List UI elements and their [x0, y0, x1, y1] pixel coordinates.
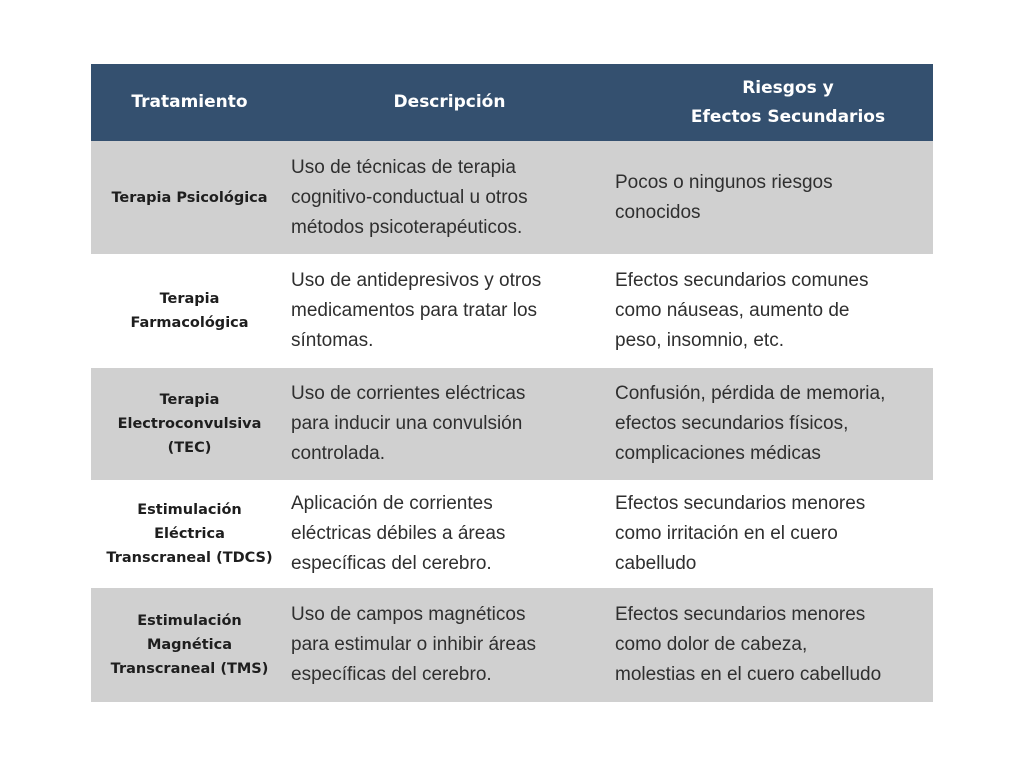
- treatments-table-container: [91, 64, 933, 702]
- treatment-cell-line: Estimulación: [137, 502, 242, 518]
- treatment-cell-line: (TEC): [167, 440, 212, 456]
- treatment-cell-line: Eléctrica: [154, 526, 225, 542]
- description-cell-line: Uso de corrientes eléctricas: [291, 383, 526, 404]
- treatment-cell-line: Terapia: [159, 392, 220, 408]
- table-row: [91, 254, 933, 368]
- risks-cell-line: Efectos secundarios menores: [615, 493, 866, 514]
- header-treatment: [91, 64, 288, 141]
- risks-cell-line: como náuseas, aumento de: [615, 300, 850, 321]
- risks-cell-line: Efectos secundarios comunes: [615, 270, 869, 291]
- header-risks: [611, 64, 933, 141]
- description-cell-line: síntomas.: [291, 330, 374, 351]
- risks-cell-line: como irritación en el cuero: [615, 523, 838, 544]
- table-row: [91, 588, 933, 702]
- treatment-cell: [91, 141, 288, 254]
- risks-cell-line: efectos secundarios físicos,: [615, 413, 849, 434]
- treatment-cell-line: Magnética: [146, 637, 233, 653]
- treatment-cell-line: Terapia Psicológica: [111, 189, 268, 206]
- description-cell-line: específicas del cerebro.: [291, 553, 492, 574]
- treatment-cell: [91, 254, 288, 368]
- risks-cell-line: Confusión, pérdida de memoria,: [615, 383, 886, 404]
- treatment-cell-line: Transcraneal (TDCS): [106, 550, 273, 566]
- description-cell: [288, 480, 611, 588]
- header-row: [91, 64, 933, 141]
- risks-cell-line: Efectos secundarios menores: [615, 604, 866, 625]
- description-cell-line: específicas del cerebro.: [291, 664, 492, 685]
- treatment-cell: [91, 588, 288, 702]
- treatments-table: [91, 64, 933, 702]
- treatment-cell: [91, 368, 288, 480]
- risks-cell: [611, 588, 933, 702]
- risks-cell-line: complicaciones médicas: [615, 443, 821, 464]
- risks-cell: [611, 141, 933, 254]
- description-cell-line: métodos psicoterapéuticos.: [291, 216, 523, 238]
- treatment-cell-line: Electroconvulsiva: [117, 416, 262, 432]
- treatment-cell-line: Farmacológica: [130, 315, 249, 331]
- description-cell: [288, 588, 611, 702]
- header-description-label: Descripción: [393, 92, 506, 112]
- table-row: [91, 480, 933, 588]
- risks-cell: [611, 368, 933, 480]
- description-cell: [288, 254, 611, 368]
- description-cell-line: medicamentos para tratar los: [291, 300, 538, 321]
- description-cell-line: eléctricas débiles a áreas: [291, 523, 506, 544]
- description-cell-line: cognitivo-conductual u otros: [291, 186, 528, 208]
- table-body: [91, 141, 933, 702]
- description-cell-line: Uso de técnicas de terapia: [291, 156, 516, 178]
- table-header: [91, 64, 933, 141]
- table-row: [91, 141, 933, 254]
- risks-cell-line: Pocos o ningunos riesgos: [615, 171, 833, 193]
- description-cell: [288, 368, 611, 480]
- header-risks-label-line1: Riesgos y: [742, 77, 834, 98]
- description-cell-line: para inducir una convulsión: [291, 413, 523, 434]
- header-treatment-label: Tratamiento: [131, 92, 248, 112]
- treatment-cell-line: Transcraneal (TMS): [110, 661, 269, 677]
- description-cell-line: Aplicación de corrientes: [291, 493, 493, 514]
- description-cell-line: Uso de campos magnéticos: [291, 604, 526, 625]
- header-risks-label-line2: Efectos Secundarios: [690, 106, 886, 127]
- risks-cell-line: peso, insomnio, etc.: [615, 330, 784, 351]
- risks-cell-line: cabelludo: [615, 553, 697, 574]
- description-cell-line: controlada.: [291, 443, 386, 464]
- risks-cell-line: conocidos: [615, 201, 701, 223]
- description-cell-line: para estimular o inhibir áreas: [291, 634, 537, 655]
- risks-cell: [611, 480, 933, 588]
- header-description: [288, 64, 611, 141]
- description-cell-line: Uso de antidepresivos y otros: [291, 270, 542, 291]
- description-cell: [288, 141, 611, 254]
- risks-cell: [611, 254, 933, 368]
- treatment-cell-line: Estimulación: [137, 613, 242, 629]
- risks-cell-line: como dolor de cabeza,: [615, 634, 808, 655]
- treatment-cell: [91, 480, 288, 588]
- table-row: [91, 368, 933, 480]
- risks-cell-line: molestias en el cuero cabelludo: [615, 664, 882, 685]
- treatment-cell-line: Terapia: [159, 291, 220, 307]
